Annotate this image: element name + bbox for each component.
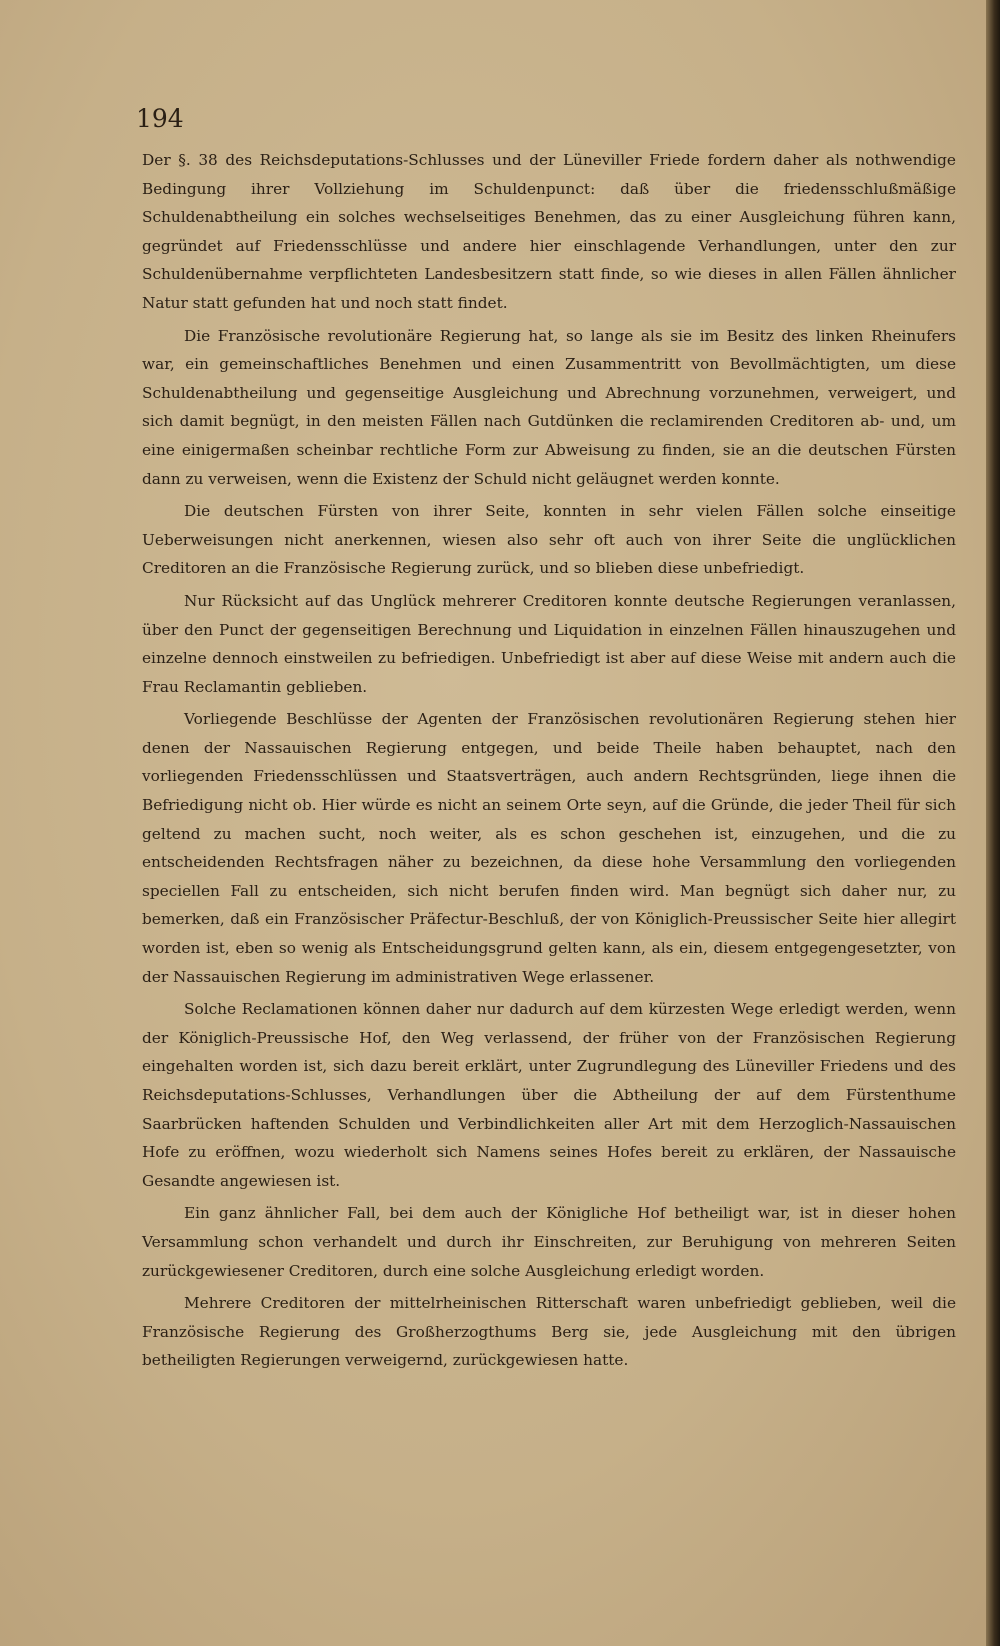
page-number: 194 (136, 104, 184, 133)
body-text (142, 146, 956, 1379)
paragraph: Die deutschen Fürsten von ihrer Seite, konnten in sehr vielen Fällen solche einseitige Ueberweisungen nicht anerkennen, wiesen also sehr oft auch von ihrer Seite die unglücklichen Creditoren an die Französische Regierung zurück, und so blieben diese unbefriedigt. (142, 502, 956, 578)
page-edge (986, 0, 1000, 1646)
paragraph: Ein ganz ähnlicher Fall, bei dem auch der Königliche Hof betheiligt war, ist in dieser hohen Versammlung schon verhandelt und durch ihr Einschreiten, zur Beruhigung von mehreren Seiten zurückgewiesener Creditoren, durch eine solche Ausgleichung erledigt worden. (142, 1204, 956, 1280)
paragraph: Der §. 38 des Reichsdeputations-Schlusses und der Lüneviller Friede fordern daher als nothwendige Bedingung ihrer Vollziehung im Schuldenpunct: daß über die friedensschlußmäßige Schuldenabtheilung ein solches wechselseitiges Benehmen, das zu einer Ausgleichung führen kann, gegründet auf Friedensschlüsse und andere hier einschlagende Verhandlungen, unter den zur Schuldenübernahme verpflichteten Landesbesitzern statt finde, so wie dieses in allen Fällen ähnlicher Natur statt gefunden hat und noch statt findet. (142, 151, 956, 312)
paragraph: Nur Rücksicht auf das Unglück mehrerer Creditoren konnte deutsche Regierungen veranlassen, über den Punct der gegenseitigen Berechnung und Liquidation in einzelnen Fällen hinauszugehen und einzelne dennoch einstweilen zu befriedigen. Unbefriedigt ist aber auf diese Weise mit andern auch die Frau Reclamantin geblieben. (142, 591, 956, 696)
paragraph: Die Französische revolutionäre Regierung hat, so lange als sie im Besitz des linken Rheinufers war, ein gemeinschaftliches Benehmen und einen Zusammentritt von Bevollmächtigten, um diese Schuldenabtheilung und gegenseitige Ausgleichung und Abrechnung vorzunehmen, verweigert, und sich damit begnügt, in den meisten Fällen nach Gutdünken die reclamirenden Creditoren ab- und, um eine einigermaßen scheinbar rechtliche Form zur Abweisung zu finden, sie an die deutschen Fürsten dann zu verweisen, wenn die Existenz der Schuld nicht geläugnet werden konnte. (142, 326, 956, 488)
paragraph: Mehrere Creditoren der mittelrheinischen Ritterschaft waren unbefriedigt geblieben, weil die Französische Regierung des Großherzogthums Berg sie, jede Ausgleichung mit den übrigen betheiligten Regierungen verweigernd, zurückgewiesen hatte. (142, 1294, 956, 1370)
paragraph: Solche Reclamationen können daher nur dadurch auf dem kürzesten Wege erledigt werden, wenn der Königlich-Preussische Hof, den Weg verlassend, der früher von der Französischen Regierung eingehalten worden ist, sich dazu bereit erklärt, unter Zugrundlegung des Lüneviller Friedens und des Reichsdeputations-Schlusses, Verhandlungen über die Abtheilung der auf dem Fürstenthume Saarbrücken haftenden Schulden und Verbindlichkeiten aller Art mit dem Herzoglich-Nassauischen Hofe zu eröffnen, wozu wiederholt sich Namens seines Hofes bereit zu erklären, der Nassauische Gesandte angewiesen ist. (142, 1000, 956, 1190)
paragraph: Vorliegende Beschlüsse der Agenten der Französischen revolutionären Regierung stehen hier denen der Nassauischen Regierung entgegen, und beide Theile haben behauptet, nach den vorliegenden Friedensschlüssen und Staatsverträgen, auch andern Rechtsgründen, liege ihnen die Befriedigung nicht ob. Hier würde es nicht an seinem Orte seyn, auf die Gründe, die jeder Theil für sich geltend zu machen sucht, noch weiter, als es schon geschehen ist, einzugehen, und die zu entscheidenden Rechtsfragen näher zu bezeichnen, da diese hohe Versammlung den vorliegenden speciellen Fall zu entscheiden, sich nicht berufen finden wird. Man begnügt sich daher nur, zu bemerken, daß ein Französischer Präfectur-Beschluß, der von Königlich-Preussischer Seite hier allegirt worden ist, eben so wenig als Entscheidungsgrund gelten kann, als ein, diesem entgegengesetzter, von der Nassauischen Regierung im administrativen Wege erlassener. (142, 710, 956, 986)
